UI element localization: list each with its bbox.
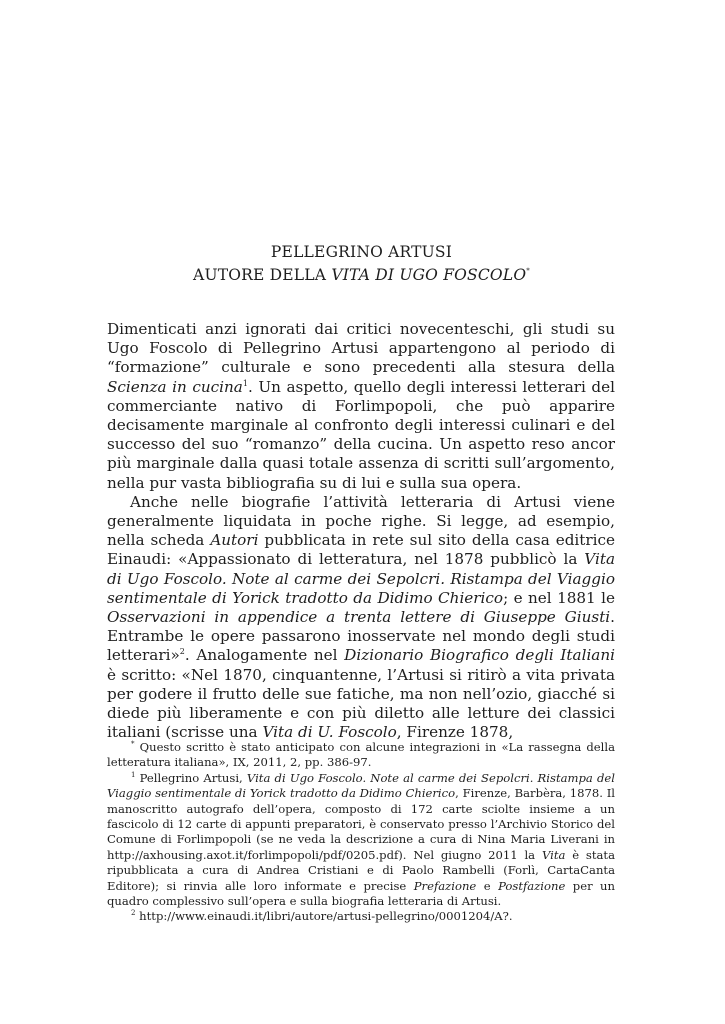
- italic-title: Scienza in cucina: [107, 377, 243, 396]
- italic-title: Autori: [210, 531, 259, 550]
- italic-title: Osservazioni in appendice a trenta lettere di Giuseppe Giusti: [107, 608, 611, 627]
- footnote-text: per un quadro complessivo sull’opera e sulla biografia letteraria di Artusi.: [107, 878, 615, 909]
- text-run: Dimenticati anzi ignorati dai critici novecenteschi, gli studi su Ugo Foscolo di Pellegrino Artusi appartengono al periodo di “formazione” culturale e sono precedenti alla stesura della: [107, 320, 615, 377]
- paragraph-2: [107, 493, 615, 743]
- footnote-text: http://www.einaudi.it/libri/autore/artusi-pellegrino/0001204/A?.: [135, 909, 513, 924]
- italic-title: Vita di Ugo Foscolo. Note al carme dei Sepolcri. Ristampa del Viaggio sentimentale di Yorick tradotto da Didimo Chierico: [107, 770, 615, 801]
- italic-title: Vita di Ugo Foscolo. Note al carme dei Sepolcri. Ristampa del Viaggio sentimentale di Yorick tradotto da Didimo Chierico: [107, 550, 615, 607]
- footnote-text: , Firenze, Barbèra, 1878. Il manoscritto autografo dell’opera, composto di 172 carte sciolte insieme a un fascicolo di 12 carte di appunti preparatori, è conservato presso l’Archivio Storico del Comune di Forlimpopoli (se ne veda la descrizione a cura di Nina Maria Liverani in http://axhousing.axot.it/forlimpopoli/pdf/0205.pdf). Nel giugno 2011 la: [107, 786, 615, 862]
- text-run: è scritto: «Nel 1870, cinquantenne, l’Artusi si ritirò a vita privata per godere il frutto delle sue fatiche, ma non nell’ozio, giacché si diede più liberamente e con più diletto alle letture dei classici italiani (scrisse una: [107, 665, 615, 742]
- footnote-ref-2: 2: [179, 647, 185, 657]
- italic-title: Prefazione: [413, 878, 477, 893]
- text-run: pubblicata in rete sul sito della casa editrice Einaudi: «Appassionato di letteratura, nel 1878 pubblicò la: [107, 531, 615, 569]
- text-run: . Un aspetto, quello degli interessi letterari del commerciante nativo di Forlimpopoli, che può apparire decisamente marginale al confronto degli interessi culinari e del successo del suo “romanzo” della cucina. Un aspetto reso ancor più marginale dalla quasi totale assenza di scritti sull’argomento, nella pur vasta bibliografia su di lui e sulla sua opera.: [107, 377, 616, 492]
- title-prefix: AUTORE DELLA: [193, 266, 332, 284]
- footnote-text: Questo scritto è stato anticipato con alcune integrazioni in «La rassegna della letteratura italiana», IX, 2011, 2, pp. 386-97.: [107, 740, 615, 770]
- footnote-2: [107, 909, 615, 924]
- italic-title: Postfazione: [498, 878, 566, 893]
- article-title: [105, 243, 618, 285]
- text-run: Anche nelle biografie l’attività letteraria di Artusi viene generalmente liquidata in poche righe. Si legge, ad esempio, nella scheda: [107, 492, 615, 550]
- title-note-marker: *: [526, 267, 530, 275]
- footnote-text: e: [476, 878, 499, 893]
- footnote-marker: *: [131, 740, 135, 748]
- title-work: VITA DI UGO FOSCOLO: [331, 266, 527, 284]
- italic-title: Vita: [541, 847, 566, 862]
- body-text: [107, 320, 615, 742]
- footnote-text: è stata ripubblicata a cura di Andrea Cristiani e di Paolo Rambelli (Forlì, CartaCanta Editore); si rinvia alle loro informate e precise: [107, 847, 615, 893]
- text-run: . Analogamente nel: [184, 646, 345, 665]
- footnote-ref-1: 1: [242, 378, 248, 388]
- text-run: , Firenze 1878,: [396, 723, 514, 742]
- paragraph-1: [107, 320, 615, 493]
- title-author: PELLEGRINO ARTUSI: [270, 243, 453, 261]
- footnote-text: Pellegrino Artusi,: [135, 770, 247, 785]
- footnote-1: [107, 771, 615, 910]
- text-run: ; e nel 1881 le: [503, 588, 615, 607]
- footnote-marker: 2: [131, 909, 136, 918]
- italic-title: Vita di U. Foscolo: [262, 723, 397, 742]
- footnotes: [107, 740, 615, 925]
- italic-title: Dizionario Biografico degli Italiani: [344, 646, 616, 665]
- text-run: . Entrambe le opere passarono inosservate nel mondo degli studi letterari»: [107, 608, 615, 665]
- footnote-marker: 1: [131, 770, 136, 779]
- title-subtitle: [105, 262, 618, 285]
- footnote-star: [107, 740, 615, 771]
